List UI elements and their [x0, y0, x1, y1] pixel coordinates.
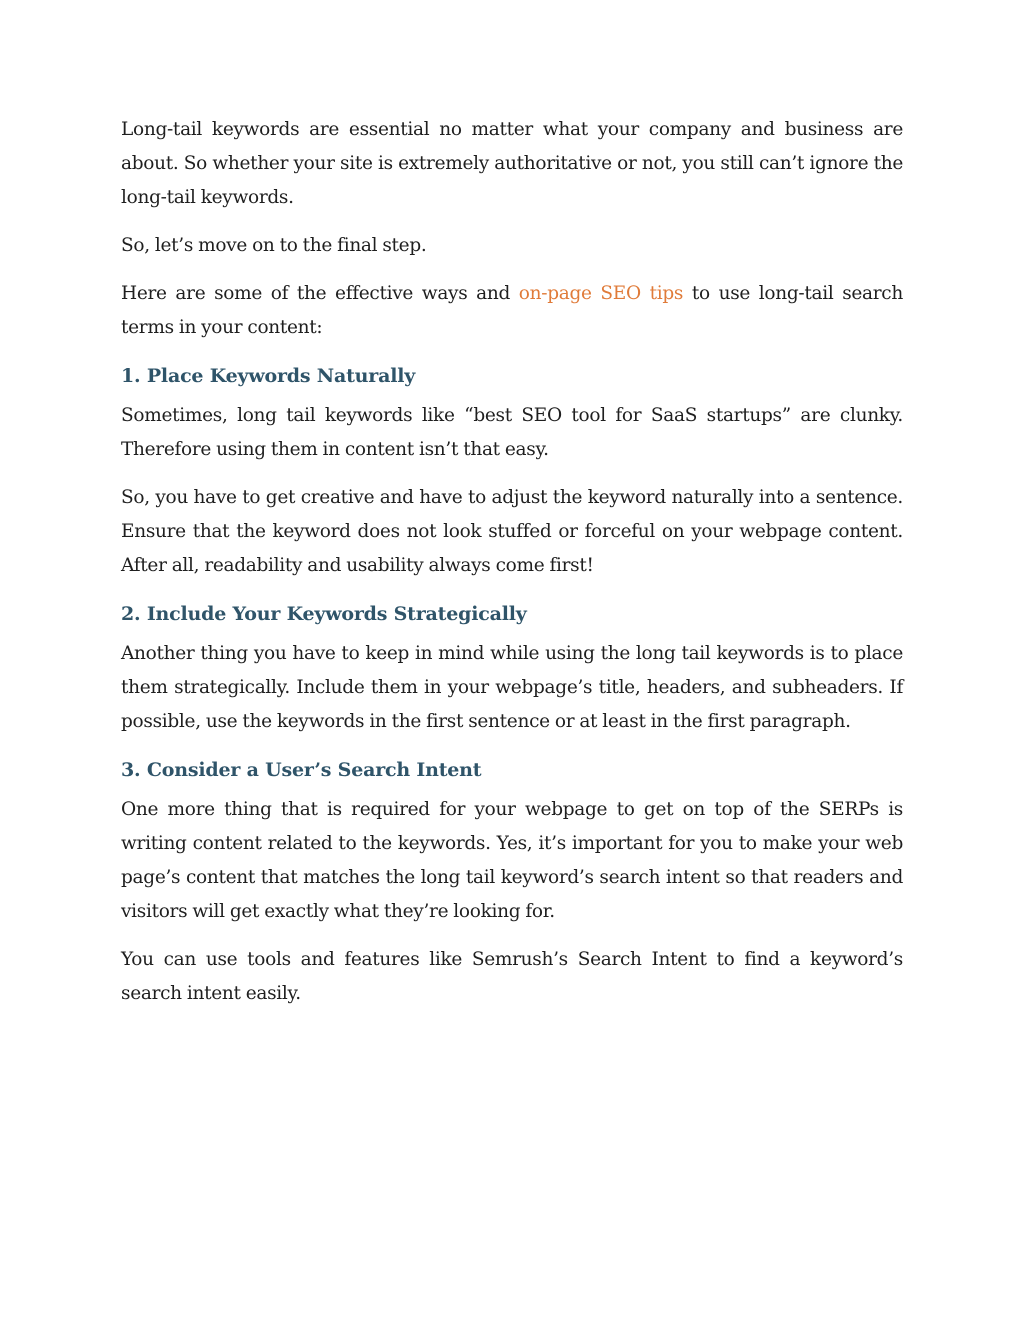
paragraph-final-step: So, let’s move on to the final step. — [121, 235, 427, 256]
paragraph-semrush-tools: You can use tools and features like Semrush’s Search Intent to find a keyword’s search intent easily. — [121, 949, 903, 1004]
paragraph-long-tail-essential: Long-tail keywords are essential no matter what your company and business are about. So whether your site is extremely authoritative or not, you still can’t ignore the long-tail keywords. — [121, 119, 903, 208]
paragraph-effective-ways-end: to use long-tail search terms in your content: — [121, 283, 903, 338]
paragraph-serps-content: One more thing that is required for your webpage to get on top of the SERPs is writing content related to the keywords. Yes, it’s important for you to make your web page’s content that matches the long tail keyword’s search intent so that readers and visitors will get exactly what they’re looking for. — [121, 799, 903, 922]
heading-place-keywords-naturally: 1. Place Keywords Naturally — [121, 365, 416, 387]
paragraph-clunky-keywords: Sometimes, long tail keywords like “best SEO tool for SaaS startups” are clunky. Therefore using them in content isn’t that easy. — [121, 405, 903, 460]
paragraph-effective-ways — [121, 277, 903, 345]
paragraph-place-strategically: Another thing you have to keep in mind while using the long tail keywords is to place them strategically. Include them in your webpage’s title, headers, and subheaders. If possible, use the keywords in the first sentence or at least in the first paragraph. — [121, 643, 903, 732]
heading-include-keywords-strategically: 2. Include Your Keywords Strategically — [121, 603, 527, 625]
on-page-seo-tips-link[interactable]: on-page SEO tips — [518, 283, 684, 304]
paragraph-get-creative: So, you have to get creative and have to adjust the keyword naturally into a sentence. Ensure that the keyword does not look stuffed or forceful on your webpage content. After all, readability and usability always come first! — [121, 487, 903, 576]
paragraph-effective-ways-start: Here are some of the effective ways and — [121, 283, 519, 304]
document-page — [121, 113, 903, 1025]
heading-search-intent: 3. Consider a User’s Search Intent — [121, 759, 482, 781]
